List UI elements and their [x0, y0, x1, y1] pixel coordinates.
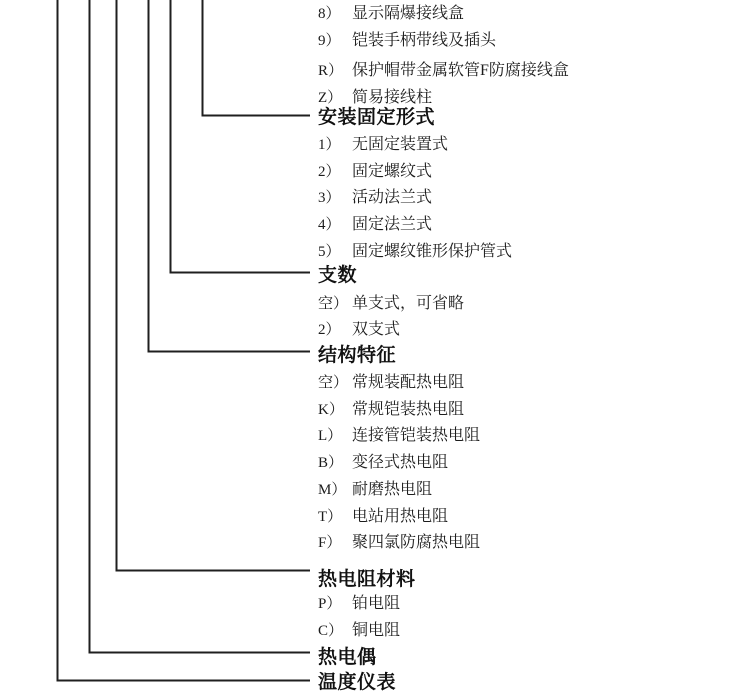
option-code: R） — [318, 63, 344, 79]
option-label: 常规装配热电阻 — [352, 374, 465, 391]
option-label: 单支式，可省略 — [352, 295, 465, 312]
option-label: 固定法兰式 — [352, 216, 433, 233]
option-row — [318, 400, 464, 420]
option-label: 活动法兰式 — [352, 189, 433, 206]
option-label: 铂电阻 — [352, 595, 401, 612]
section-heading-temperature-instrument: 温度仪表 — [318, 672, 397, 693]
option-code: C） — [318, 623, 344, 639]
option-label: 常规铠装热电阻 — [352, 401, 465, 418]
option-row — [318, 507, 448, 527]
section-heading-rtd-material: 热电阻材料 — [318, 569, 416, 590]
connector-structure-feature — [149, 0, 311, 352]
option-code: 8） — [318, 6, 341, 22]
option-row — [318, 4, 464, 24]
option-label: 保护帽带金属软管F防腐接线盒 — [352, 62, 569, 79]
section-heading-thermocouple: 热电偶 — [318, 647, 377, 668]
connector-rtd-material — [117, 0, 311, 571]
option-code: 3） — [318, 190, 341, 206]
option-code: 5） — [318, 244, 341, 260]
option-code: 9） — [318, 33, 341, 49]
section-heading-installation-type: 安装固定形式 — [318, 107, 436, 128]
option-code: 空） — [318, 375, 349, 391]
option-code: B） — [318, 455, 344, 471]
option-label: 显示隔爆接线盒 — [352, 5, 465, 22]
connector-installation-type — [203, 0, 311, 116]
option-code: M） — [318, 482, 347, 498]
option-row — [318, 533, 480, 553]
option-label: 固定螺纹式 — [352, 163, 433, 180]
option-code: K） — [318, 402, 344, 418]
option-row — [318, 621, 400, 641]
option-code: 2） — [318, 164, 341, 180]
connector-temperature-instrument — [58, 0, 311, 681]
connector-probe-count — [171, 0, 311, 273]
option-label: 铠装手柄带线及插头 — [352, 32, 497, 49]
option-label: 简易接线柱 — [352, 89, 433, 106]
section-heading-probe-count: 支数 — [318, 265, 358, 286]
option-row — [318, 135, 448, 155]
option-label: 聚四氯防腐热电阻 — [352, 534, 481, 551]
option-label: 双支式 — [352, 321, 401, 338]
option-row — [318, 373, 464, 393]
option-code: F） — [318, 535, 342, 551]
option-code: 空） — [318, 296, 349, 312]
option-row — [318, 426, 480, 446]
option-code: 1） — [318, 137, 341, 153]
option-row — [318, 594, 400, 614]
option-row — [318, 320, 400, 340]
option-row — [318, 188, 432, 208]
option-code: Z） — [318, 90, 343, 106]
section-heading-structure-feature: 结构特征 — [318, 345, 397, 366]
option-row — [318, 61, 569, 81]
option-label: 耐磨热电阻 — [352, 481, 433, 498]
option-code: T） — [318, 509, 343, 525]
option-row — [318, 242, 512, 262]
option-code: 2） — [318, 322, 341, 338]
option-label: 连接管铠装热电阻 — [352, 427, 481, 444]
option-row — [318, 215, 432, 235]
option-code: P） — [318, 596, 342, 612]
option-code: 4） — [318, 217, 341, 233]
option-row — [318, 453, 448, 473]
option-row — [318, 294, 464, 314]
option-row — [318, 480, 432, 500]
option-label: 固定螺纹锥形保护管式 — [352, 243, 513, 260]
option-code: L） — [318, 428, 343, 444]
option-label: 变径式热电阻 — [352, 454, 449, 471]
option-label: 无固定装置式 — [352, 136, 449, 153]
option-row — [318, 88, 432, 108]
connector-thermocouple — [90, 0, 311, 653]
option-row — [318, 162, 432, 182]
option-row — [318, 31, 496, 51]
option-label: 电站用热电阻 — [352, 508, 449, 525]
option-label: 铜电阻 — [352, 622, 401, 639]
